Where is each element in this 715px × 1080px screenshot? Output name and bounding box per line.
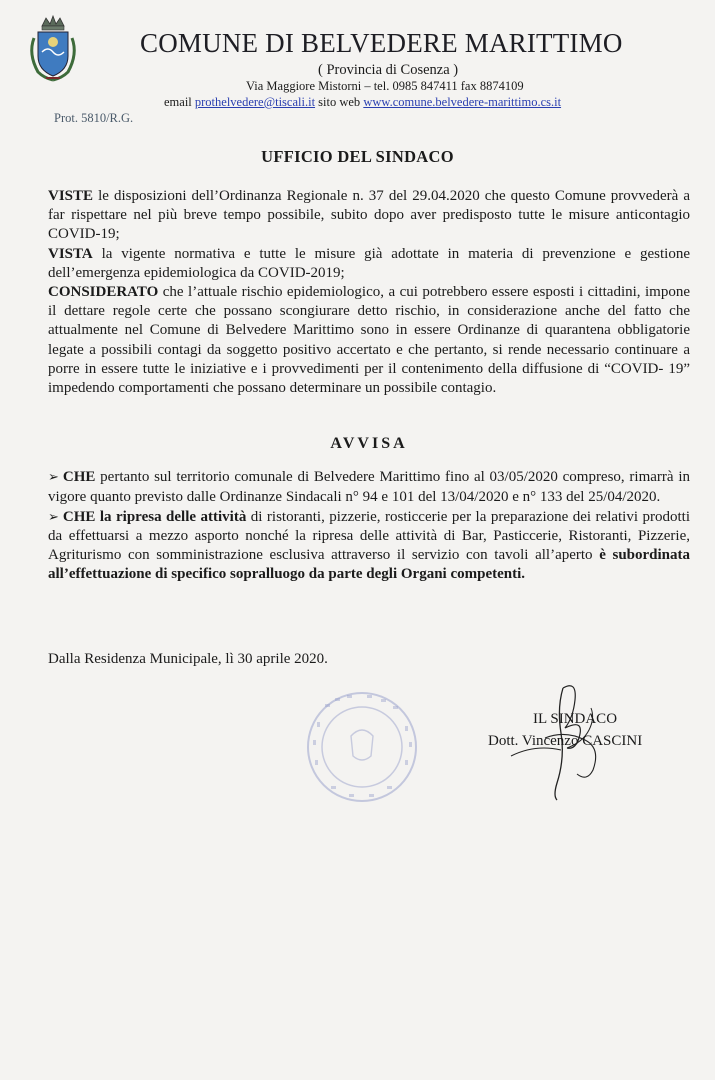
office-title: UFFICIO DEL SINDACO <box>261 147 454 166</box>
closing-line: Dalla Residenza Municipale, lì 30 aprile 2020. <box>48 651 328 667</box>
contacts-line <box>164 95 561 110</box>
municipality-title: COMUNE DI BELVEDERE MARITTIMO <box>140 28 623 58</box>
municipal-crest-icon <box>24 12 82 84</box>
premise-viste <box>48 187 690 245</box>
website-label: sito web <box>318 95 361 109</box>
notice-item-2-lead: CHE la ripresa delle attività <box>62 508 247 525</box>
province-line: ( Provincia di Cosenza ) <box>318 62 459 78</box>
ordinance-body <box>48 187 690 585</box>
premise-vista-text: la vigente normativa e tutte le misure già adottate in materia di prevenzione e gestione dell’emergenza epidemiologica da COVID-2019; <box>48 245 690 281</box>
premise-vista-lead: VISTA <box>48 245 93 262</box>
premise-considerato-lead: CONSIDERATO <box>48 284 159 301</box>
arrow-bullet-icon: ➢ <box>48 469 59 485</box>
notice-item-2-text: di ristoranti, pizzerie, rosticcerie per la preparazione dei relativi prodotti da effettuarsi a mezzo asporto nonché la ripresa delle attività di Bar, Pasticcerie, Ristoranti, Pizzerie, Agriturismo con somministrazione esclusiva attraverso il servizio con tavoli all’aperto <box>48 508 690 564</box>
email-label: email <box>164 95 192 109</box>
premise-viste-text: le disposizioni dell’Ordinanza Regionale n. 37 del 29.04.2020 che questo Comune provvederà a far rispettare nel più breve tempo possibile, subito dopo aver predisposto tutte le misure anticontagio COVID-19; <box>48 188 690 243</box>
mayor-title: IL SINDACO <box>533 711 618 727</box>
notice-item-2-bold-end: è subordinata all’effettuazione di specifico sopralluogo da parte degli Organi competenti. <box>48 547 691 583</box>
mayor-name: Dott. Vincenzo CASCINI <box>488 733 643 749</box>
premise-considerato-text: che l’attuale rischio epidemiologico, a cui potrebbero essere esposti i cittadini, impone il dettare regole certe che possano scongiurare detto rischio, in considerazione anche del fatto che attualmente nel Comune di Belvedere Marittimo sono in essere Ordinanze di quarantena obbligatorie legate a possibili contagi da soggetto positivo accertato e che pertanto, si rende necessario continuare a porre in essere tutte le iniziative e i provvedimenti per il contenimento della diffusione di “COVID- 19” impedendo comportamenti che possano determinare un possibile contagio. <box>48 284 690 397</box>
premise-vista <box>48 245 690 283</box>
arrow-bullet-icon: ➢ <box>48 508 59 524</box>
spacer <box>48 398 690 434</box>
email-link[interactable]: prothelvedere@tiscali.it <box>194 95 316 109</box>
notice-item-1-lead: CHE <box>62 469 96 486</box>
notice-item-1-text: pertanto sul territorio comunale di Belvedere Marittimo fino al 03/05/2020 compreso, rimarrà in vigore quanto previsto dalle Ordinanze Sindacali n° 94 e 101 del 13/04/2020 e n° 133 del 25/04/2020. <box>48 469 690 505</box>
website-link[interactable]: www.comune.belvedere-marittimo.cs.it <box>363 95 562 109</box>
notice-heading: AVVISA <box>330 435 408 453</box>
premise-viste-lead: VISTE <box>48 188 94 204</box>
protocol-number: Prot. 5810/R.G. <box>54 111 134 125</box>
premise-considerato <box>48 283 690 398</box>
official-stamp-icon <box>305 690 420 805</box>
address-line: Via Maggiore Mistorni – tel. 0985 847411 fax 8874109 <box>246 79 524 93</box>
notice-item-2 <box>48 507 690 585</box>
notice-item-1 <box>48 467 690 506</box>
